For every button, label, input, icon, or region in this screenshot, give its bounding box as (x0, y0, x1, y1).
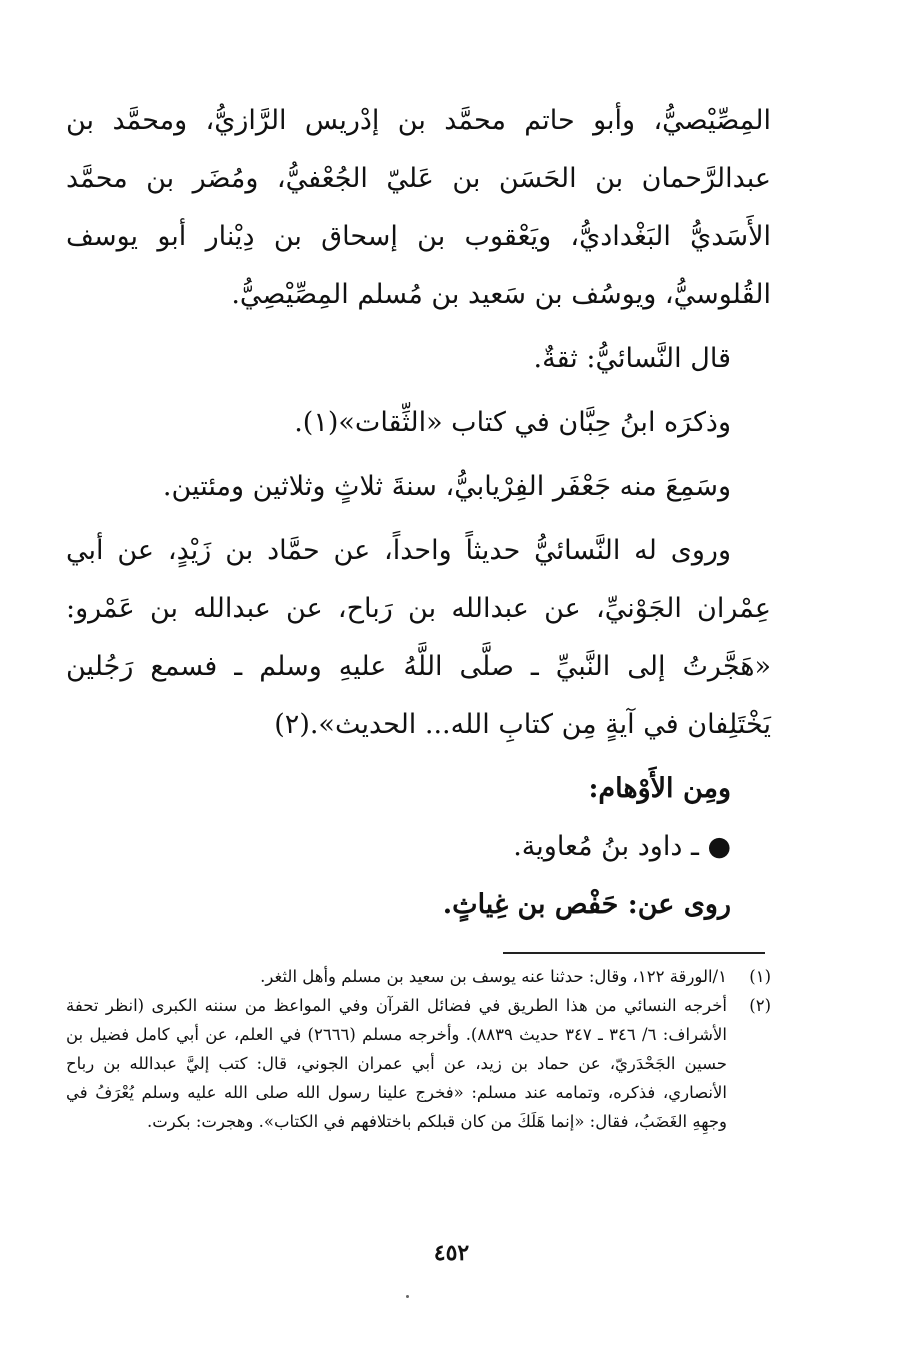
page-number: ٤٥٢ (433, 1240, 470, 1266)
line-ibn-hibban: وذكرَه ابنُ حِبَّان في كتاب «الثِّقات»(١). (294, 407, 731, 438)
line-narrated-from: روى عن: حَفْص بن غِياثٍ. (442, 889, 731, 920)
footnote-1 (66, 962, 771, 991)
footnote-text: ١/الورقة ١٢٢، وقال: حدثنا عنه يوسف بن سعيد بن مسلم وأهل الثغر. (260, 967, 727, 986)
main-text (66, 92, 771, 934)
footnote-2 (66, 991, 771, 1136)
page-speck (406, 1295, 409, 1298)
footnote-number: (٢) (749, 996, 771, 1015)
bullet-entry: ● ـ داود بنُ مُعاوية. (513, 831, 731, 862)
footnote-number: (١) (749, 967, 771, 986)
footnote-text: أخرجه النسائي من هذا الطريق في فضائل القرآن وفي المواعظ من سننه الكبرى (انظر تحفة الأشراف: ٦/ ٣٤٦ ـ ٣٤٧ حديث ٨٨٣٩). وأخرجه مسلم (٢٦٦٦) في العلم، عن أبي كامل فضيل بن حسين الجَحْدَريّ، عن حماد بن زيد، عن أبي عمران الجوني، قال: كتب إليَّ عبدالله بن رباح الأنصاري، فذكره، وتمامه عند مسلم: «فخرج علينا رسول الله صلى الله عليه وسلم يُعْرَفُ في وجهِهِ الغَضَبُ، فقال: «إنما هَلَكَ من كان قبلكم باختلافهم في الكتاب». وهجرت: بكرت. (66, 996, 727, 1131)
paragraph-hadith: وروى له النَّسائيُّ حديثاً واحداً، عن حمَّاد بن زَيْدٍ، عن أبي عِمْران الجَوْنيِّ، عن عبدالله بن رَباح، عن عبدالله بن عَمْرو: «هَجَّرتُ إلى النَّبيِّ ـ صلَّى اللَّهُ عليهِ وسلم ـ فسمع رَجُلين يَخْتَلِفان في آيةٍ مِن كتابِ الله... الحديث».(٢) (66, 535, 771, 740)
footnotes (66, 962, 771, 1136)
line-nasai-verdict: قال النَّسائيُّ: ثقةٌ. (533, 343, 731, 374)
footnote-separator (503, 952, 765, 954)
heading-awham: ومِن الأَوْهام: (588, 773, 731, 804)
line-heard-from: وسَمِعَ منه جَعْفَر الفِرْيابيُّ، سنةَ ثلاثٍ وثلاثين ومئتين. (162, 471, 731, 502)
paragraph-narrators: المِصِّيْصيُّ، وأبو حاتم محمَّد بن إدْريس الرَّازيُّ، ومحمَّد بن عبدالرَّحمان بن الحَسَن بن عَليّ الجُعْفيُّ، ومُضَر بن محمَّد الأَسَديُّ البَغْداديُّ، ويَعْقوب بن إسحاق بن دِيْنار أبو يوسف القُلوسيُّ، ويوسُف بن سَعيد بن مُسلم المِصِّيْصِيُّ. (66, 105, 771, 310)
